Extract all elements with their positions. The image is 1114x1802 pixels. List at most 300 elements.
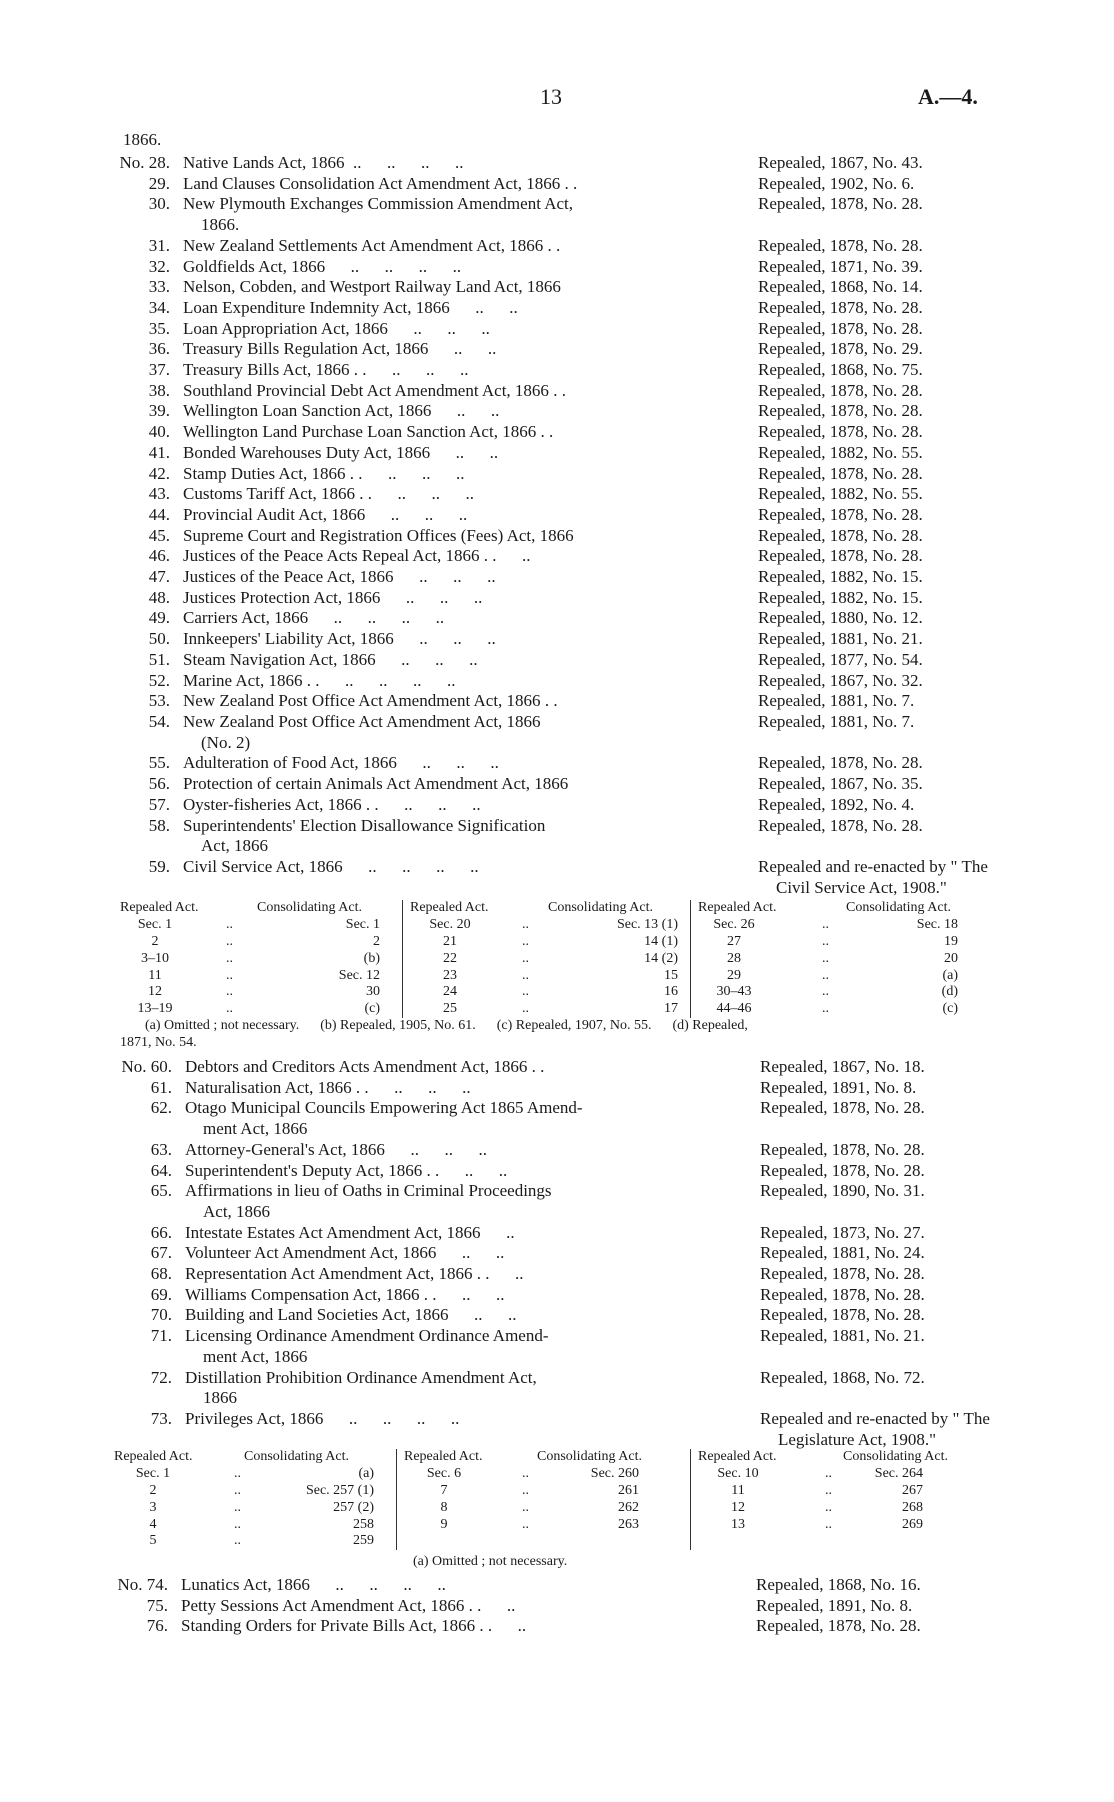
repealed-section: 3–10 bbox=[141, 950, 169, 966]
act-title: Southland Provincial Debt Act Amendment Act, 1866 bbox=[183, 380, 549, 400]
act-number: 34. bbox=[148, 297, 170, 317]
act-status: Repealed, 1878, No. 28. bbox=[760, 1264, 925, 1284]
header-consolidating: Consolidating Act. bbox=[537, 1449, 642, 1464]
act-title: Wellington Loan Sanction Act, 1866 bbox=[183, 401, 432, 421]
act-status: Repealed and re-enacted by " The bbox=[758, 856, 988, 876]
act-title: Loan Expenditure Indemnity Act, 1866 bbox=[183, 297, 450, 317]
act-title: Adulteration of Food Act, 1866 bbox=[183, 753, 397, 773]
act-number: 50. bbox=[148, 629, 170, 649]
act-title-line bbox=[183, 484, 728, 505]
act-number: 66. bbox=[150, 1222, 172, 1242]
act-title-line bbox=[183, 546, 728, 567]
act-number: 48. bbox=[148, 587, 170, 607]
act-title-line bbox=[183, 257, 728, 278]
table-row bbox=[698, 1500, 998, 1517]
act-status-block bbox=[758, 795, 1098, 816]
column-divider bbox=[396, 1449, 397, 1550]
table-row bbox=[114, 1517, 384, 1534]
act-status: Repealed, 1891, No. 8. bbox=[760, 1077, 917, 1097]
leader-dots: .. bbox=[822, 967, 829, 983]
act-entry bbox=[110, 194, 990, 235]
act-status: Repealed, 1891, No. 8. bbox=[756, 1595, 913, 1615]
act-status: Repealed, 1878, No. 28. bbox=[760, 1139, 925, 1159]
page-number: 13 bbox=[540, 84, 562, 109]
act-number: 44. bbox=[148, 504, 170, 524]
act-title-block bbox=[185, 1409, 730, 1430]
leader-dots: .. bbox=[522, 1516, 529, 1532]
consolidating-section: 2 bbox=[373, 933, 380, 949]
act-number: 30. bbox=[148, 194, 170, 214]
act-status: Repealed, 1878, No. 28. bbox=[758, 401, 923, 421]
act-title-block bbox=[185, 1326, 730, 1367]
act-number: 70. bbox=[150, 1305, 172, 1325]
act-number: 38. bbox=[148, 380, 170, 400]
repealed-section: 2 bbox=[149, 1482, 157, 1498]
act-entry bbox=[110, 588, 990, 609]
act-number: 41. bbox=[148, 442, 170, 462]
act-title: Goldfields Act, 1866 bbox=[183, 256, 326, 276]
leader-dots: . . .. .. bbox=[419, 1284, 505, 1304]
header-repealed: Repealed Act. bbox=[120, 900, 199, 915]
act-entry bbox=[110, 795, 990, 816]
act-status-block bbox=[758, 671, 1098, 692]
column-divider bbox=[690, 900, 691, 1018]
act-status: Repealed, 1878, No. 28. bbox=[758, 546, 923, 566]
act-title-line bbox=[183, 691, 728, 712]
act-status: Repealed, 1878, No. 28. bbox=[758, 235, 923, 255]
act-entry bbox=[112, 1140, 992, 1161]
act-title-line bbox=[181, 1616, 726, 1637]
leader-dots: . . bbox=[560, 173, 578, 193]
repealed-section: Sec. 6 bbox=[426, 1465, 462, 1481]
consolidating-section: 20 bbox=[944, 950, 958, 966]
act-title-block bbox=[183, 629, 728, 650]
leader-dots: .. bbox=[825, 1499, 832, 1515]
act-status-block bbox=[758, 381, 1098, 402]
act-title: Superintendent's Deputy Act, 1866 bbox=[185, 1160, 423, 1180]
act-title-block bbox=[183, 816, 728, 857]
repealed-section: 4 bbox=[149, 1516, 157, 1532]
consolidating-section: Sec. 264 bbox=[874, 1465, 923, 1481]
act-entry bbox=[110, 505, 990, 526]
act-title-line bbox=[185, 1140, 730, 1161]
act-title: Petty Sessions Act Amendment Act, 1866 bbox=[181, 1595, 465, 1615]
act-status: Repealed, 1868, No. 16. bbox=[756, 1575, 921, 1594]
act-entry bbox=[108, 1596, 988, 1617]
act-title-block bbox=[183, 277, 728, 298]
act-title: New Zealand Post Office Act Amendment Act, 1866 bbox=[183, 691, 541, 711]
act-title-block bbox=[183, 236, 728, 257]
act-status-block bbox=[758, 774, 1098, 795]
act-entry bbox=[110, 298, 990, 319]
act-title: Customs Tariff Act, 1866 bbox=[183, 484, 355, 504]
repealed-section: 7 bbox=[440, 1482, 448, 1498]
act-status-block bbox=[758, 194, 1098, 215]
leader-dots: .. bbox=[522, 967, 529, 983]
leader-dots: .. bbox=[234, 1465, 241, 1481]
leader-dots: .. bbox=[822, 933, 829, 949]
act-status-block bbox=[758, 236, 1098, 257]
act-status-block bbox=[760, 1243, 1100, 1264]
act-entry bbox=[110, 153, 990, 174]
leader-dots: . . bbox=[527, 1057, 545, 1076]
act-title-block bbox=[183, 857, 728, 878]
act-number: 29. bbox=[148, 173, 170, 193]
act-number: 51. bbox=[148, 649, 170, 669]
act-title-block bbox=[185, 1057, 730, 1078]
act-title-line bbox=[183, 567, 728, 588]
consolidating-section: (b) bbox=[363, 950, 380, 966]
act-entry bbox=[110, 464, 990, 485]
table-row bbox=[698, 1466, 998, 1483]
header-repealed: Repealed Act. bbox=[698, 1449, 777, 1464]
act-entry bbox=[112, 1408, 992, 1449]
act-status-block bbox=[758, 526, 1098, 547]
act-title: Volunteer Act Amendment Act, 1866 bbox=[185, 1243, 437, 1263]
act-status: Repealed, 1878, No. 28. bbox=[758, 297, 923, 317]
repealed-section: 2 bbox=[151, 933, 159, 949]
act-title-line bbox=[183, 712, 728, 733]
act-title-block bbox=[183, 526, 728, 547]
act-title: Justices Protection Act, 1866 bbox=[183, 587, 381, 607]
act-number: 67. bbox=[150, 1243, 172, 1263]
act-entry bbox=[110, 381, 990, 402]
act-title: Marine Act, 1866 bbox=[183, 670, 303, 690]
act-title-block bbox=[183, 671, 728, 692]
table-row bbox=[698, 934, 998, 951]
act-status: Repealed, 1878, No. 28. bbox=[758, 318, 923, 338]
leader-dots: .. .. bbox=[430, 442, 499, 462]
act-status-block bbox=[756, 1616, 1096, 1637]
act-number: 43. bbox=[148, 484, 170, 504]
leader-dots: . . .. bbox=[472, 1264, 524, 1284]
act-entry bbox=[110, 401, 990, 422]
header-repealed: Repealed Act. bbox=[114, 1449, 193, 1464]
act-status-block bbox=[760, 1285, 1100, 1306]
consolidating-section: Sec. 1 bbox=[345, 916, 380, 932]
repealed-section: 13 bbox=[731, 1516, 745, 1532]
act-title-cont: Act, 1866 bbox=[201, 836, 269, 856]
act-title-block bbox=[181, 1616, 726, 1637]
act-status: Repealed, 1878, No. 28. bbox=[760, 1284, 925, 1304]
act-number: 35. bbox=[148, 318, 170, 338]
act-status-block bbox=[760, 1368, 1100, 1389]
act-number: 42. bbox=[148, 463, 170, 483]
act-title-line bbox=[183, 629, 728, 650]
leader-dots: .. bbox=[234, 1533, 241, 1549]
table-row bbox=[114, 1500, 384, 1517]
act-title-line bbox=[183, 443, 728, 464]
act-status: Repealed, 1881, No. 21. bbox=[760, 1326, 925, 1346]
table-row bbox=[404, 1500, 684, 1517]
acts-list-3 bbox=[108, 1575, 988, 1637]
act-status-block bbox=[758, 650, 1098, 671]
table-row bbox=[698, 968, 998, 985]
table-row bbox=[410, 968, 690, 985]
act-status-block bbox=[758, 319, 1098, 340]
act-status: Repealed, 1881, No. 21. bbox=[758, 629, 923, 649]
act-entry bbox=[110, 236, 990, 257]
act-status: Repealed, 1867, No. 32. bbox=[758, 670, 923, 690]
act-number: 76. bbox=[146, 1616, 168, 1636]
consolidating-section: 19 bbox=[944, 933, 958, 949]
leader-dots: .. .. .. bbox=[393, 629, 496, 649]
act-status-block bbox=[758, 257, 1098, 278]
act-status-block bbox=[758, 443, 1098, 464]
leader-dots: .. bbox=[226, 933, 233, 949]
act-entry bbox=[110, 691, 990, 712]
act-title: New Zealand Settlements Act Amendment Act, 1866 bbox=[183, 235, 544, 255]
leader-dots: .. bbox=[522, 916, 529, 932]
act-title-block bbox=[183, 753, 728, 774]
act-status-block bbox=[760, 1264, 1100, 1285]
act-status-block bbox=[758, 816, 1098, 837]
act-title-line bbox=[183, 608, 728, 629]
act-entry bbox=[112, 1264, 992, 1285]
act-entry bbox=[108, 1575, 988, 1596]
table-row bbox=[698, 951, 998, 968]
table-group bbox=[114, 1449, 384, 1550]
act-title-line bbox=[183, 360, 728, 381]
leader-dots: .. .. .. bbox=[380, 587, 483, 607]
act-title-block bbox=[183, 401, 728, 422]
act-status: Repealed, 1892, No. 4. bbox=[758, 794, 915, 814]
act-title-block bbox=[183, 319, 728, 340]
consolidating-section: Sec. 257 (1) bbox=[305, 1482, 374, 1498]
act-title-line bbox=[185, 1285, 730, 1306]
consolidating-section: 259 bbox=[353, 1533, 374, 1549]
act-title-block bbox=[185, 1161, 730, 1182]
act-status-block bbox=[758, 422, 1098, 443]
act-number: 52. bbox=[148, 670, 170, 690]
leader-dots: .. .. .. .. bbox=[308, 608, 445, 628]
act-status: Repealed, 1882, No. 15. bbox=[758, 587, 923, 607]
consolidating-section: 263 bbox=[618, 1516, 639, 1532]
act-title: Building and Land Societies Act, 1866 bbox=[185, 1305, 449, 1325]
act-title-block bbox=[181, 1575, 726, 1596]
leader-dots: .. bbox=[480, 1222, 515, 1242]
act-title: Intestate Estates Act Amendment Act, 1866 bbox=[185, 1222, 481, 1242]
act-title-cont: ment Act, 1866 bbox=[203, 1346, 308, 1366]
act-status-block bbox=[758, 567, 1098, 588]
act-status: Repealed, 1878, No. 28. bbox=[758, 753, 923, 773]
act-number: 37. bbox=[148, 360, 170, 380]
act-number: 54. bbox=[148, 711, 170, 731]
table-group bbox=[410, 900, 690, 1018]
repealed-section: 23 bbox=[443, 967, 457, 983]
act-entry bbox=[108, 1616, 988, 1637]
act-title-line bbox=[183, 153, 728, 174]
act-entry bbox=[112, 1078, 992, 1099]
act-title-block bbox=[183, 381, 728, 402]
act-entry bbox=[110, 484, 990, 505]
leader-dots: .. .. bbox=[431, 401, 500, 421]
act-entry bbox=[110, 567, 990, 588]
act-title: Justices of the Peace Acts Repeal Act, 1866 bbox=[183, 546, 480, 566]
leader-dots: . . .. bbox=[475, 1616, 527, 1636]
repealed-section: 30–43 bbox=[716, 984, 752, 1000]
act-entry bbox=[110, 671, 990, 692]
table-row bbox=[120, 917, 390, 934]
act-title: Stamp Duties Act, 1866 bbox=[183, 463, 346, 483]
repealed-section: 21 bbox=[443, 933, 457, 949]
document-code: A.—4. bbox=[918, 84, 978, 109]
act-status-block bbox=[758, 339, 1098, 360]
act-status-block bbox=[758, 629, 1098, 650]
act-title-line bbox=[185, 1223, 730, 1244]
leader-dots: . . .. .. .. bbox=[349, 360, 469, 380]
consolidating-section: Sec. 13 (1) bbox=[616, 916, 678, 932]
act-title: Debtors and Creditors Acts Amendment Act, 1866 bbox=[185, 1057, 528, 1076]
act-title-line bbox=[185, 1368, 730, 1389]
act-status-block bbox=[758, 546, 1098, 567]
act-status-block bbox=[756, 1596, 1096, 1617]
act-title-block bbox=[183, 588, 728, 609]
act-status-block bbox=[758, 153, 1098, 174]
act-title: Justices of the Peace Act, 1866 bbox=[183, 567, 394, 587]
leader-dots: .. bbox=[234, 1499, 241, 1515]
act-title-line bbox=[183, 671, 728, 692]
column-divider bbox=[690, 1449, 691, 1550]
act-title-cont: 1866. bbox=[201, 215, 240, 235]
act-number: 46. bbox=[148, 546, 170, 566]
act-status: Repealed, 1873, No. 27. bbox=[760, 1222, 925, 1242]
act-number: 57. bbox=[148, 794, 170, 814]
consolidating-section: 258 bbox=[353, 1516, 374, 1532]
act-title-line bbox=[185, 1098, 730, 1119]
leader-dots: . . .. .. .. bbox=[354, 484, 474, 504]
act-number: 32. bbox=[148, 256, 170, 276]
act-title-cont: ment Act, 1866 bbox=[203, 1119, 308, 1139]
table-row bbox=[698, 1001, 998, 1018]
leader-dots: .. bbox=[822, 916, 829, 932]
act-title-line bbox=[183, 795, 728, 816]
act-title-block bbox=[185, 1285, 730, 1306]
table-group bbox=[698, 900, 998, 1018]
act-title-line bbox=[183, 339, 728, 360]
repealed-section: 11 bbox=[148, 967, 162, 983]
act-title-cont: 1866 bbox=[203, 1388, 237, 1408]
act-status: Repealed, 1868, No. 14. bbox=[758, 277, 923, 297]
act-status: Repealed, 1868, No. 72. bbox=[760, 1367, 925, 1387]
leader-dots: .. bbox=[822, 950, 829, 966]
act-entry bbox=[110, 257, 990, 278]
table-row bbox=[114, 1483, 384, 1500]
repealed-section: Sec. 10 bbox=[717, 1465, 759, 1481]
act-title: Steam Navigation Act, 1866 bbox=[183, 649, 376, 669]
act-title: Bonded Warehouses Duty Act, 1866 bbox=[183, 442, 431, 462]
act-entry bbox=[112, 1181, 992, 1222]
repealed-section: 11 bbox=[731, 1482, 745, 1498]
act-status-block bbox=[760, 1057, 1100, 1078]
leader-dots: . . .. bbox=[464, 1595, 516, 1615]
act-entry bbox=[110, 816, 990, 857]
act-status: Repealed, 1867, No. 35. bbox=[758, 774, 923, 794]
act-title-line bbox=[185, 1078, 730, 1099]
act-title-line bbox=[183, 174, 728, 195]
act-entry bbox=[110, 608, 990, 629]
act-title-line bbox=[183, 298, 728, 319]
consolidating-section: (c) bbox=[942, 1001, 958, 1017]
table-row bbox=[410, 917, 690, 934]
repealed-section: 12 bbox=[731, 1499, 745, 1515]
leader-dots: .. bbox=[226, 1001, 233, 1017]
act-number: 61. bbox=[150, 1077, 172, 1097]
act-title-cont: (No. 2) bbox=[201, 732, 251, 752]
act-status: Repealed, 1878, No. 28. bbox=[760, 1160, 925, 1180]
act-title-block bbox=[185, 1264, 730, 1285]
act-title-line bbox=[183, 857, 728, 878]
leader-dots: . . bbox=[548, 380, 566, 400]
act-number: No. 74. bbox=[117, 1575, 168, 1594]
leader-dots: .. .. bbox=[436, 1243, 505, 1263]
leader-dots: .. .. .. bbox=[393, 567, 496, 587]
act-status: Repealed and re-enacted by " The bbox=[760, 1408, 990, 1428]
act-title-block bbox=[185, 1140, 730, 1161]
leader-dots: . . .. .. .. bbox=[351, 1077, 471, 1097]
act-status: Repealed, 1882, No. 15. bbox=[758, 567, 923, 587]
act-title-block bbox=[183, 567, 728, 588]
act-title-line bbox=[185, 1243, 730, 1264]
act-title-block bbox=[183, 774, 728, 795]
leader-dots: . . bbox=[543, 235, 561, 255]
act-title-line bbox=[183, 588, 728, 609]
table-row bbox=[114, 1466, 384, 1483]
act-status-block bbox=[758, 360, 1098, 381]
act-status-block bbox=[758, 505, 1098, 526]
act-number: 59. bbox=[148, 856, 170, 876]
act-title-block bbox=[181, 1596, 726, 1617]
consolidating-section: 261 bbox=[618, 1482, 639, 1498]
act-entry bbox=[110, 174, 990, 195]
act-status-block bbox=[760, 1161, 1100, 1182]
act-title: Treasury Bills Regulation Act, 1866 bbox=[183, 339, 429, 359]
act-title-block bbox=[183, 608, 728, 629]
header-repealed: Repealed Act. bbox=[698, 900, 777, 915]
act-number: 71. bbox=[150, 1326, 172, 1346]
act-title-block bbox=[185, 1098, 730, 1139]
table-row bbox=[120, 968, 390, 985]
act-title-block bbox=[183, 464, 728, 485]
act-status: Repealed, 1878, No. 28. bbox=[758, 525, 923, 545]
table-row bbox=[698, 984, 998, 1001]
act-title-line bbox=[183, 526, 728, 547]
leader-dots: .. .. .. .. bbox=[342, 856, 479, 876]
act-status: Repealed, 1878, No. 28. bbox=[758, 504, 923, 524]
leader-dots: .. bbox=[522, 1001, 529, 1017]
leader-dots: .. bbox=[825, 1482, 832, 1498]
table-row bbox=[698, 1517, 998, 1534]
act-title: Superintendents' Election Disallowance Signification bbox=[183, 815, 546, 835]
act-entry bbox=[110, 443, 990, 464]
leader-dots: .. .. .. .. bbox=[323, 1408, 460, 1428]
act-title: Attorney-General's Act, 1866 bbox=[185, 1139, 385, 1159]
consolidating-section: (d) bbox=[941, 984, 958, 1000]
act-status-block bbox=[760, 1078, 1100, 1099]
leader-dots: .. bbox=[226, 967, 233, 983]
act-entry bbox=[112, 1161, 992, 1182]
leader-dots: .. bbox=[522, 1465, 529, 1481]
leader-dots: .. bbox=[822, 1001, 829, 1017]
act-title-block bbox=[185, 1305, 730, 1326]
act-number: 55. bbox=[148, 753, 170, 773]
repealed-section: Sec. 26 bbox=[713, 916, 755, 932]
act-title-line bbox=[183, 194, 728, 215]
act-title-block bbox=[183, 194, 728, 235]
consolidating-section: 17 bbox=[664, 1001, 678, 1017]
leader-dots: .. .. bbox=[449, 297, 518, 317]
act-status: Repealed, 1902, No. 6. bbox=[758, 173, 915, 193]
